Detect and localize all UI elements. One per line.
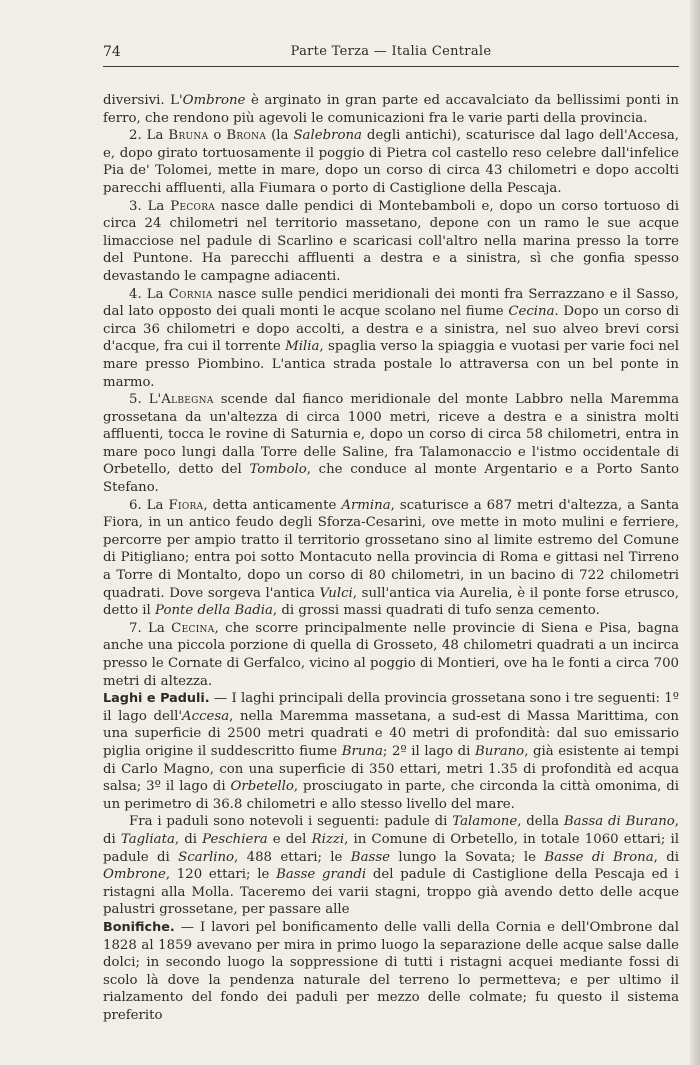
text-run: e del: [267, 831, 312, 847]
paragraph: [103, 391, 679, 497]
italic-term: Ombrone: [103, 867, 166, 883]
italic-term: Tagliata: [120, 831, 175, 847]
italic-term: Scarlino: [178, 849, 235, 865]
italic-term: Basse grandi: [276, 867, 367, 883]
paragraph: [103, 690, 679, 813]
text-run: scende dal fianco meridionale del monte Labbro nella Maremma grossetana da un'altezza di circa 1000 metri, riceve a destra e a sinistra molti affluenti, tocca le rovine di Saturnia e, dopo un corso di circa 58 chilometri, entra in mare poco lungi dalla Torre delle Saline, fra Talamonaccio e l'istmo occidentale di Orbetello, detto del: [103, 392, 679, 478]
text-run: , di: [103, 814, 679, 847]
text-run: del padule di Castiglione della Pescaja ed i ristagni alla Molla. Taceremo dei varii stagni, troppo già avendo detto delle acque palustri grossetane, per passare alle: [103, 867, 679, 918]
header-rule: [103, 66, 679, 67]
italic-term: Orbetello: [230, 779, 294, 795]
paragraph: [103, 813, 679, 919]
text-run: nasce sulle pendici meridionali dei monti fra Serrazzano e il Sasso, dal lato opposto dei quali monti le acque scolano nel fiume: [103, 286, 679, 320]
text-run: nasce dalle pendici di Montebamboli e, dopo un corso tortuoso di circa 24 chilometri nel territorio massetano, depone con un ramo le sue acque limacciose nel padule di Scarlino e scaricasi coll'altro nella marina presso la torre del Puntone. Ha parecchi affluenti a destra e a sinistra, sì che gonfia spesso devastando le campagne adiacenti.: [103, 198, 679, 284]
text-run: , prosciugato in parte, che circonda la città omonima, di un perimetro di 36.8 chilometri e allo stesso livello del mare.: [103, 779, 679, 812]
italic-term: Ombrone: [182, 93, 246, 108]
italic-term: Talamone: [452, 814, 518, 830]
text-run: . Dopo un corso di circa 36 chilometri e dopo accolti, a destra e a sinistra, nel suo alveo brevi corsi d'acque, fra cui il torrente: [103, 304, 679, 355]
running-title: Parte Terza — Italia Centrale: [290, 44, 492, 59]
page-edge-shadow: [690, 0, 700, 1065]
page-header: [103, 44, 679, 62]
text-run: , della: [517, 814, 564, 830]
text-run: , 488 ettari; le: [234, 849, 351, 865]
text-run: diversivi. L': [103, 93, 183, 108]
italic-term: Salebrona: [293, 128, 362, 144]
text-run: 7. La: [129, 620, 172, 636]
paragraph: [103, 919, 679, 1025]
text-run: , che conduce al monte Argentario e a Porto Santo Stefano.: [103, 462, 679, 496]
text-run: 5. L': [129, 392, 162, 408]
italic-term: Armina: [341, 497, 391, 513]
italic-term: Basse di Brona: [544, 849, 654, 865]
text-run: degli antichi), scaturisce dal lago dell'Accesa, e, dopo girato tortuosamente il poggio di Pietra col castello reso celebre dall'infelice Pia de' Tolomei, mette in mare, dopo un corso di circa 43 chilometri e dopo accolti parecchi affluenti, alla Fiumara o porto di Castiglione della Pescaja.: [103, 128, 680, 196]
river-name: Cecina: [171, 620, 215, 636]
river-name: Pecora: [170, 198, 216, 214]
text-run: (la: [266, 128, 294, 144]
text-run: , di grossi massi quadrati di tufo senza cemento.: [272, 603, 600, 619]
body-text: [103, 92, 679, 1024]
river-name: Bruna: [168, 128, 209, 144]
italic-term: Peschiera: [202, 831, 268, 847]
text-run: lungo la Sovata; le: [390, 849, 545, 865]
italic-term: Accesa: [182, 708, 230, 724]
river-name: Brona: [226, 128, 267, 144]
italic-term: Basse: [350, 849, 391, 865]
text-run: , scaturisce a 687 metri d'altezza, a Santa Fiora, in un antico feudo degli Sforza-Cesarini, ove mette in moto mulini e ferriere, percorre per ampio tratto il territorio grossetano sino al limite estremo del Comune di Pitigliano; entra poi sotto Montacuto nella provincia di Roma e gittasi nel Tirreno a Torre di Montalto, dopo un corso di 80 chilometri, in un bacino di 722 chilometri quadrati. Dove sorgeva l'antica: [103, 497, 679, 601]
italic-term: Tombolo: [249, 462, 307, 478]
text-run: 6. La: [129, 497, 169, 513]
italic-term: Cecina: [508, 304, 555, 320]
text-run: , che scorre principalmente nelle provincie di Siena e Pisa, bagna anche una piccola porzione di quella di Grosseto, 48 chilometri quadrati a un incirca presso le Cornate di Gerfalco, vicino al poggio di Montieri, ove ha le fonti a circa 700 metri di altezza.: [103, 620, 679, 689]
text-run: o: [208, 128, 227, 144]
text-run: , 120 ettari; le: [165, 867, 277, 883]
paragraph: [103, 92, 679, 127]
italic-term: Bruna: [341, 743, 383, 759]
text-run: , sull'antica via Aurelia, è il ponte forse etrusco, detto il: [103, 585, 679, 619]
text-run: Fra i paduli sono notevoli i seguenti: padule di: [129, 814, 453, 830]
italic-term: Rizzi: [311, 831, 345, 847]
text-run: 4. La: [129, 286, 169, 302]
text-run: , di: [174, 831, 203, 847]
section-run-in-heading: Laghi e Paduli.: [103, 691, 210, 707]
text-run: , spaglia verso la spiaggia e vuotasi per varie foci nel mare presso Piombino. L'antica strada postale lo attraversa con un bel ponte in marmo.: [103, 339, 679, 390]
text-run: , già esistente ai tempi di Carlo Magno, con una superficie di 350 ettari, metri 1.35 di profondità ed acqua salsa; 3º il lago di: [103, 743, 679, 795]
text-run: , nella Maremma massetana, a sud-est di Massa Marittima, con una superficie di 2500 metri quadrati e 40 metri di profondità: dal suo emissario piglia origine il suddescritto fiume: [103, 708, 679, 759]
text-run: — I lavori pel bonificamento delle valli della Cornia e dell'Ombrone dal 1828 al 1859 avevano per mira in primo luogo la separazione delle acque salse dalle dolci; in secondo luogo la soppressione di tutti i ristagni acquei mediante fossi di scolo là dove la pendenza naturale del terreno lo permetteva; e per ultimo il rialzamento del fondo dei paduli per mezzo delle colmate; fu questo il sistema preferito: [103, 919, 679, 1023]
text-run: , detta anticamente: [203, 497, 342, 513]
text-run: è arginato in gran parte ed accavalciato da bellissimi ponti in ferro, che rendono più agevoli le comunicazioni fra le varie parti della provincia.: [103, 93, 679, 126]
paragraph: [103, 286, 679, 392]
page-number: 74: [103, 44, 121, 60]
text-run: ; 2º il lago di: [382, 743, 475, 759]
italic-term: Vulci: [319, 585, 353, 601]
italic-term: Milia: [285, 339, 320, 355]
italic-term: Ponte della Badia: [155, 603, 273, 619]
river-name: Albegna: [161, 392, 214, 408]
italic-term: Bassa di Burano: [563, 814, 675, 830]
text-run: 2. La: [129, 128, 169, 144]
text-run: , di: [653, 849, 680, 865]
paragraph: [103, 127, 679, 197]
text-run: 3. La: [129, 198, 171, 214]
italic-term: Burano: [475, 743, 525, 759]
river-name: Fiora: [168, 497, 204, 513]
section-run-in-heading: Bonifiche.: [103, 919, 175, 935]
text-run: , in Comune di Orbetello, in totale 1060 ettari; il padule di: [103, 831, 679, 865]
paragraph: [103, 198, 679, 286]
paragraph: [103, 497, 679, 620]
paragraph: [103, 620, 679, 690]
text-run: — I laghi principali della provincia grossetana sono i tre seguenti: 1º il lago dell': [103, 691, 679, 724]
river-name: Cornia: [168, 286, 213, 302]
